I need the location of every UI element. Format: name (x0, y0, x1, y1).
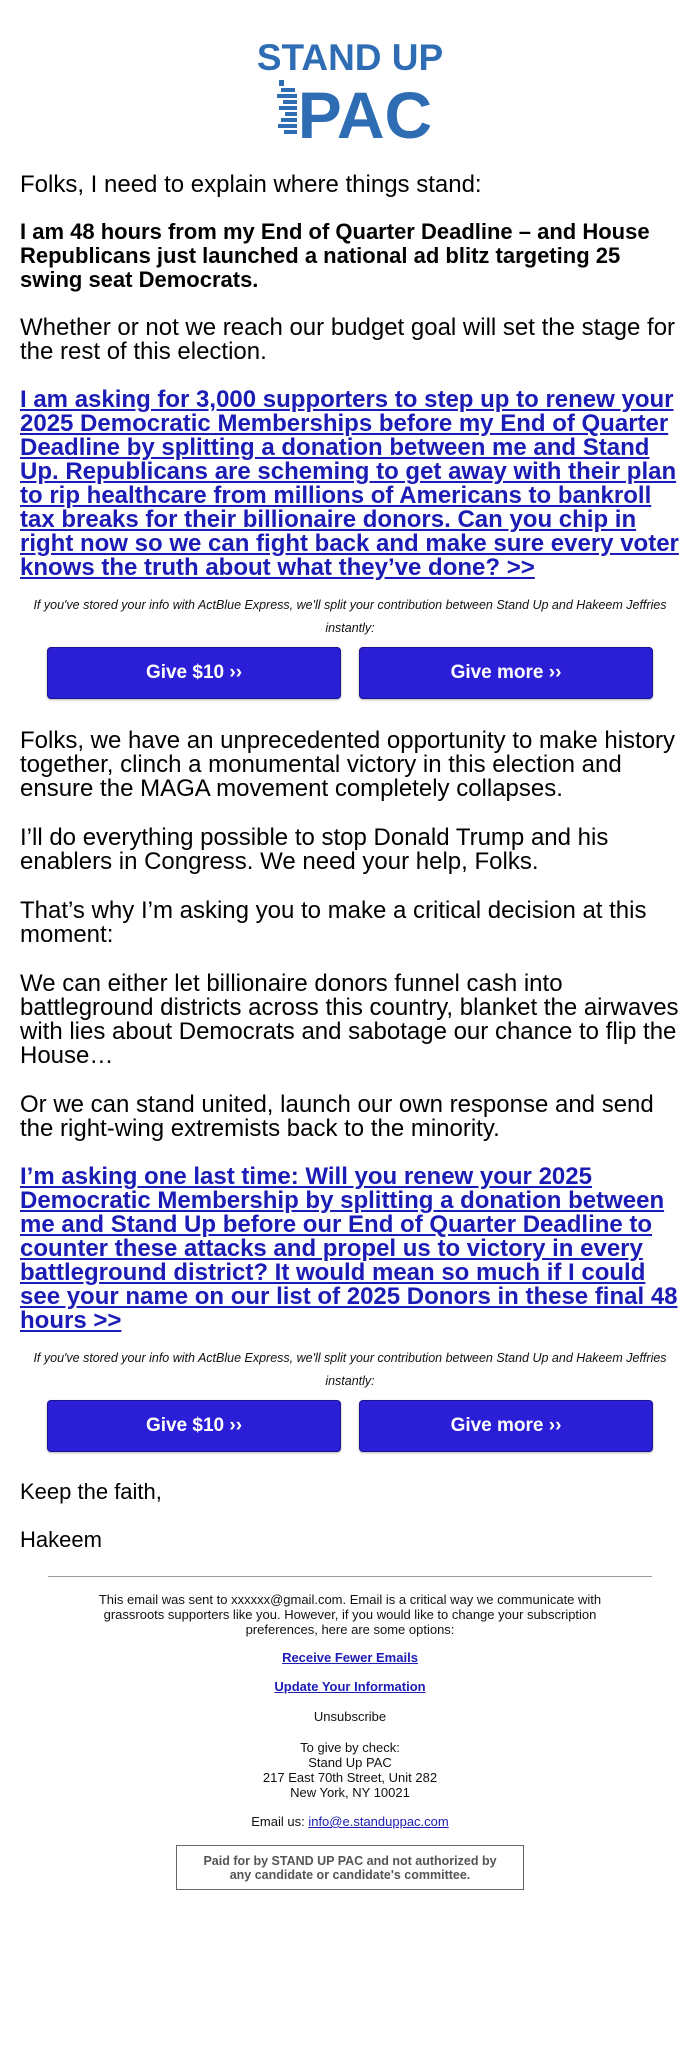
footer-divider (48, 1576, 652, 1577)
give-more-button-2[interactable]: Give more ›› (359, 1400, 653, 1452)
give-more-button[interactable]: Give more ›› (359, 647, 653, 699)
email-body (0, 38, 700, 1890)
actblue-note: If you've stored your info with ActBlue Express, we'll split your contribution between Stand Up and Hakeem Jeffries instantly: (33, 598, 667, 635)
either-paragraph: We can either let billionaire donors funnel cash into battleground districts across this country, blanket the airwaves with lies about Democrats and sabotage our chance to flip the House… (20, 970, 679, 1069)
renew-membership-link[interactable]: I am asking for 3,000 supporters to step up to renew your 2025 Democratic Memberships before my End of Quarter Deadline by splitting a donation between me and Stand Up. Republicans are scheming to get away with their plan to rip healthcare from millions of Americans to bankroll tax breaks for their billionaire donors. Can you chip in right now so we can fight back and make sure every voter knows the truth about what they’ve done? >> (20, 386, 679, 581)
address-line1: 217 East 70th Street, Unit 282 (262, 1770, 438, 1785)
donate-button-row (20, 647, 680, 699)
opportunity-paragraph: Folks, we have an unprecedented opportunity to make history together, clinch a monumental victory in this election and ensure the MAGA movement completely collapses. (20, 727, 676, 802)
or-paragraph: Or we can stand united, launch our own response and send the right-wing extremists back to the minority. (20, 1091, 654, 1142)
headline-text: I am 48 hours from my End of Quarter Deadline – and House Republicans just launched a national ad blitz targeting 25 swing seat Democrats. (20, 219, 650, 292)
decision-paragraph: That’s why I’m asking you to make a critical decision at this moment: (20, 897, 647, 948)
org-name: Stand Up PAC (308, 1755, 392, 1770)
final-renew-link[interactable]: I’m asking one last time: Will you renew your 2025 Democratic Membership by splitting a donation between me and Stand Up before our End of Quarter Deadline to counter these attacks and propel us to victory in every battleground district? It would mean so much if I could see your name on our list of 2025 Donors in these final 48 hours >> (20, 1163, 678, 1334)
logo-line1: STAND UP (256, 37, 444, 78)
signature-text: Hakeem (20, 1527, 102, 1552)
intro-text: Folks, I need to explain where things stand: (20, 171, 482, 198)
address-line2: New York, NY 10021 (290, 1785, 410, 1800)
paid-for-text: Paid for by STAND UP PAC and not authorized by any candidate or candidate's committee. (203, 1853, 497, 1882)
receive-fewer-emails-link[interactable]: Receive Fewer Emails (282, 1650, 418, 1665)
paid-for-disclaimer (176, 1845, 524, 1890)
email-us-line (20, 1814, 680, 1829)
unsubscribe-link[interactable]: Unsubscribe (313, 1709, 387, 1724)
stop-trump-paragraph: I’ll do everything possible to stop Donald Trump and his enablers in Congress. We need your help, Folks. (20, 824, 609, 875)
donate-button-row-2 (20, 1400, 680, 1452)
closing-text: Keep the faith, (20, 1479, 162, 1504)
check-heading: To give by check: (300, 1740, 400, 1755)
update-information-link[interactable]: Update Your Information (274, 1679, 426, 1694)
give-10-button[interactable]: Give $10 ›› (47, 647, 341, 699)
actblue-note-2: If you've stored your info with ActBlue Express, we'll split your contribution between Stand Up and Hakeem Jeffries instantly: (33, 1351, 667, 1388)
footer (20, 1592, 680, 1890)
give-10-button-2[interactable]: Give $10 ›› (47, 1400, 341, 1452)
stand-up-pac-logo (256, 37, 444, 152)
email-label: Email us: (251, 1814, 309, 1829)
logo-line2: PAC (297, 78, 433, 152)
contact-email-link[interactable]: info@e.standuppac.com (308, 1814, 449, 1829)
sent-notice: This email was sent to xxxxxx@gmail.com. Email is a critical way we communicate with grassroots supporters like you. However, if you would like to change your subscription preferences, here are some options: (98, 1592, 602, 1637)
budget-paragraph: Whether or not we reach our budget goal will set the stage for the rest of this election. (20, 314, 676, 365)
